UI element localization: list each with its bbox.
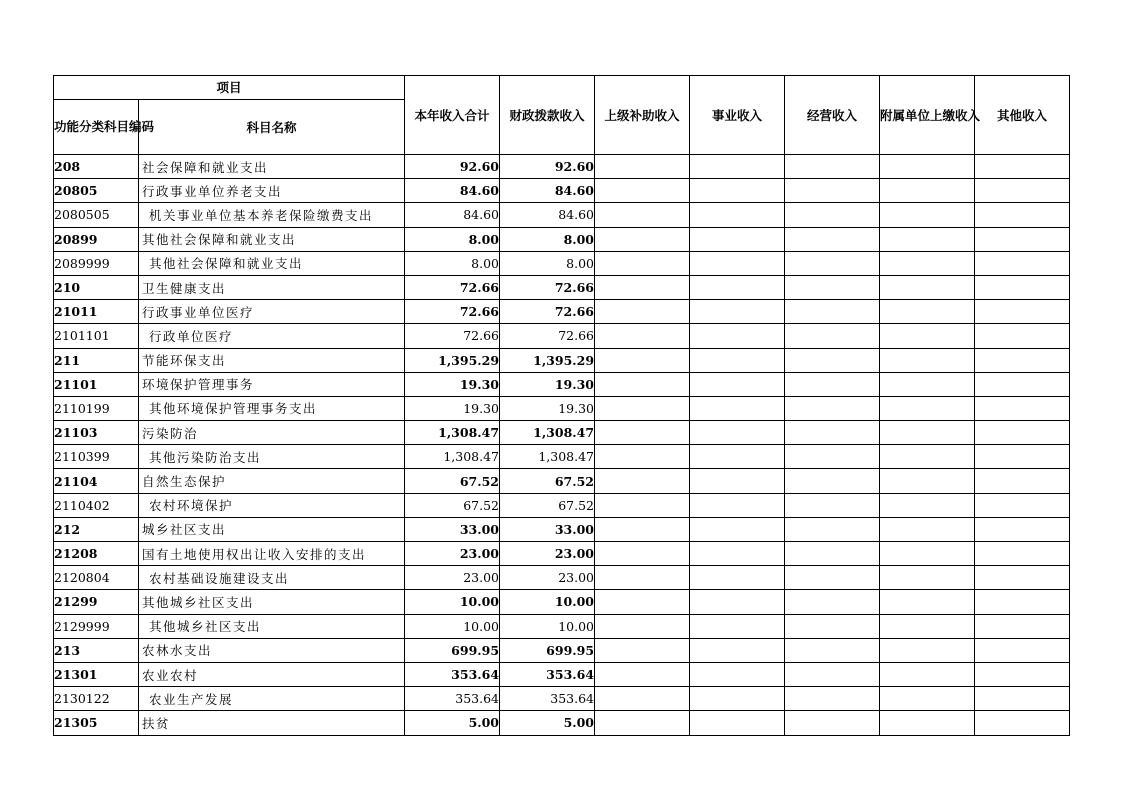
other-income-cell <box>975 300 1070 324</box>
code-cell: 2089999 <box>54 251 139 275</box>
table-row <box>54 348 1070 372</box>
function-code-header: 功能分类科目编码 <box>54 100 139 155</box>
other-income-cell <box>975 711 1070 735</box>
code-cell: 21301 <box>54 662 139 686</box>
business-income-cell <box>690 566 785 590</box>
operating-income-cell <box>785 155 880 179</box>
superior-subsidy-cell <box>595 614 690 638</box>
total-income-cell: 84.60 <box>405 203 500 227</box>
code-cell: 21299 <box>54 590 139 614</box>
affiliated-income-cell <box>880 493 975 517</box>
affiliated-income-header: 附属单位上缴收入 <box>880 76 975 155</box>
fiscal-income-cell: 353.64 <box>500 662 595 686</box>
code-cell: 21011 <box>54 300 139 324</box>
affiliated-income-cell <box>880 638 975 662</box>
code-cell: 20805 <box>54 179 139 203</box>
table-row <box>54 493 1070 517</box>
business-income-cell <box>690 155 785 179</box>
business-income-cell <box>690 517 785 541</box>
other-income-cell <box>975 275 1070 299</box>
operating-income-cell <box>785 251 880 275</box>
affiliated-income-cell <box>880 517 975 541</box>
table-row <box>54 227 1070 251</box>
other-income-cell <box>975 203 1070 227</box>
operating-income-cell <box>785 590 880 614</box>
table-row <box>54 687 1070 711</box>
total-income-cell: 19.30 <box>405 396 500 420</box>
table-row <box>54 445 1070 469</box>
business-income-cell <box>690 227 785 251</box>
code-cell: 2101101 <box>54 324 139 348</box>
operating-income-cell <box>785 179 880 203</box>
business-income-cell <box>690 542 785 566</box>
superior-subsidy-cell <box>595 179 690 203</box>
superior-subsidy-cell <box>595 517 690 541</box>
operating-income-cell <box>785 517 880 541</box>
superior-subsidy-cell <box>595 687 690 711</box>
fiscal-income-cell: 699.95 <box>500 638 595 662</box>
operating-income-cell <box>785 469 880 493</box>
fiscal-income-cell: 23.00 <box>500 566 595 590</box>
superior-subsidy-cell <box>595 251 690 275</box>
fiscal-income-cell: 72.66 <box>500 324 595 348</box>
superior-subsidy-cell <box>595 638 690 662</box>
fiscal-income-cell: 353.64 <box>500 687 595 711</box>
fiscal-income-cell: 33.00 <box>500 517 595 541</box>
fiscal-income-cell: 5.00 <box>500 711 595 735</box>
name-cell: 农村环境保护 <box>139 493 405 517</box>
total-income-cell: 1,308.47 <box>405 445 500 469</box>
business-income-cell <box>690 614 785 638</box>
fiscal-income-cell: 84.60 <box>500 179 595 203</box>
affiliated-income-cell <box>880 203 975 227</box>
fiscal-income-cell: 8.00 <box>500 251 595 275</box>
fiscal-income-cell: 1,395.29 <box>500 348 595 372</box>
affiliated-income-cell <box>880 421 975 445</box>
business-income-cell <box>690 638 785 662</box>
business-income-cell <box>690 445 785 469</box>
business-income-cell <box>690 203 785 227</box>
other-income-cell <box>975 227 1070 251</box>
code-cell: 2110399 <box>54 445 139 469</box>
total-income-cell: 23.00 <box>405 542 500 566</box>
business-income-cell <box>690 179 785 203</box>
total-income-cell: 10.00 <box>405 614 500 638</box>
name-cell: 农业生产发展 <box>139 687 405 711</box>
table-row <box>54 300 1070 324</box>
operating-income-cell <box>785 662 880 686</box>
name-cell: 节能环保支出 <box>139 348 405 372</box>
name-cell: 农林水支出 <box>139 638 405 662</box>
business-income-cell <box>690 590 785 614</box>
table-row <box>54 203 1070 227</box>
code-cell: 21101 <box>54 372 139 396</box>
name-cell: 其他社会保障和就业支出 <box>139 227 405 251</box>
table-row <box>54 517 1070 541</box>
name-cell: 其他污染防治支出 <box>139 445 405 469</box>
code-cell: 2080505 <box>54 203 139 227</box>
name-cell: 扶贫 <box>139 711 405 735</box>
table-row <box>54 614 1070 638</box>
code-cell: 2110402 <box>54 493 139 517</box>
business-income-cell <box>690 275 785 299</box>
other-income-cell <box>975 590 1070 614</box>
fiscal-income-cell: 23.00 <box>500 542 595 566</box>
total-income-cell: 23.00 <box>405 566 500 590</box>
affiliated-income-cell <box>880 445 975 469</box>
affiliated-income-cell <box>880 251 975 275</box>
operating-income-cell <box>785 421 880 445</box>
superior-subsidy-cell <box>595 542 690 566</box>
superior-subsidy-cell <box>595 300 690 324</box>
table-row <box>54 542 1070 566</box>
fiscal-income-cell: 8.00 <box>500 227 595 251</box>
operating-income-cell <box>785 372 880 396</box>
superior-subsidy-cell <box>595 421 690 445</box>
superior-subsidy-cell <box>595 348 690 372</box>
affiliated-income-cell <box>880 614 975 638</box>
other-income-cell <box>975 469 1070 493</box>
fiscal-income-cell: 19.30 <box>500 372 595 396</box>
business-income-cell <box>690 421 785 445</box>
total-income-cell: 72.66 <box>405 300 500 324</box>
operating-income-cell <box>785 566 880 590</box>
code-cell: 212 <box>54 517 139 541</box>
total-income-cell: 67.52 <box>405 493 500 517</box>
table-row <box>54 155 1070 179</box>
project-header: 项目 <box>54 76 405 100</box>
other-income-cell <box>975 517 1070 541</box>
code-cell: 213 <box>54 638 139 662</box>
affiliated-income-cell <box>880 179 975 203</box>
operating-income-cell <box>785 687 880 711</box>
operating-income-cell <box>785 275 880 299</box>
name-cell: 社会保障和就业支出 <box>139 155 405 179</box>
superior-subsidy-cell <box>595 469 690 493</box>
operating-income-cell <box>785 324 880 348</box>
superior-subsidy-cell <box>595 445 690 469</box>
total-income-cell: 353.64 <box>405 662 500 686</box>
name-cell: 其他城乡社区支出 <box>139 590 405 614</box>
affiliated-income-cell <box>880 155 975 179</box>
other-income-cell <box>975 348 1070 372</box>
name-cell: 其他社会保障和就业支出 <box>139 251 405 275</box>
other-income-header: 其他收入 <box>975 76 1070 155</box>
fiscal-income-cell: 72.66 <box>500 275 595 299</box>
superior-subsidy-cell <box>595 227 690 251</box>
superior-subsidy-cell <box>595 711 690 735</box>
fiscal-income-cell: 10.00 <box>500 590 595 614</box>
affiliated-income-cell <box>880 227 975 251</box>
business-income-cell <box>690 396 785 420</box>
affiliated-income-cell <box>880 275 975 299</box>
code-cell: 20899 <box>54 227 139 251</box>
operating-income-cell <box>785 542 880 566</box>
business-income-cell <box>690 372 785 396</box>
table-row <box>54 638 1070 662</box>
total-income-cell: 19.30 <box>405 372 500 396</box>
fiscal-income-cell: 10.00 <box>500 614 595 638</box>
table-row <box>54 662 1070 686</box>
business-income-cell <box>690 493 785 517</box>
operating-income-cell <box>785 203 880 227</box>
other-income-cell <box>975 687 1070 711</box>
code-cell: 2120804 <box>54 566 139 590</box>
table-row <box>54 275 1070 299</box>
code-cell: 2129999 <box>54 614 139 638</box>
table-body <box>54 155 1070 736</box>
affiliated-income-cell <box>880 469 975 493</box>
name-cell: 城乡社区支出 <box>139 517 405 541</box>
operating-income-cell <box>785 300 880 324</box>
name-cell: 行政事业单位医疗 <box>139 300 405 324</box>
operating-income-cell <box>785 493 880 517</box>
total-income-cell: 353.64 <box>405 687 500 711</box>
affiliated-income-cell <box>880 324 975 348</box>
table-row <box>54 179 1070 203</box>
superior-subsidy-cell <box>595 275 690 299</box>
table-row <box>54 590 1070 614</box>
fiscal-income-cell: 1,308.47 <box>500 421 595 445</box>
fiscal-income-cell: 67.52 <box>500 469 595 493</box>
affiliated-income-cell <box>880 300 975 324</box>
affiliated-income-cell <box>880 372 975 396</box>
fiscal-income-cell: 84.60 <box>500 203 595 227</box>
total-income-cell: 72.66 <box>405 324 500 348</box>
name-cell: 环境保护管理事务 <box>139 372 405 396</box>
other-income-cell <box>975 542 1070 566</box>
superior-subsidy-cell <box>595 590 690 614</box>
name-cell: 行政事业单位养老支出 <box>139 179 405 203</box>
name-cell: 自然生态保护 <box>139 469 405 493</box>
table-row <box>54 324 1070 348</box>
business-income-cell <box>690 662 785 686</box>
superior-subsidy-cell <box>595 396 690 420</box>
superior-subsidy-cell <box>595 372 690 396</box>
total-income-cell: 8.00 <box>405 251 500 275</box>
total-income-cell: 72.66 <box>405 275 500 299</box>
business-income-cell <box>690 324 785 348</box>
operating-income-cell <box>785 638 880 662</box>
superior-subsidy-cell <box>595 493 690 517</box>
name-cell: 国有土地使用权出让收入安排的支出 <box>139 542 405 566</box>
business-income-cell <box>690 469 785 493</box>
name-cell: 污染防治 <box>139 421 405 445</box>
fiscal-income-cell: 92.60 <box>500 155 595 179</box>
other-income-cell <box>975 179 1070 203</box>
total-income-cell: 1,395.29 <box>405 348 500 372</box>
table-row <box>54 251 1070 275</box>
superior-subsidy-cell <box>595 203 690 227</box>
superior-subsidy-cell <box>595 324 690 348</box>
other-income-cell <box>975 421 1070 445</box>
budget-table <box>53 75 1070 736</box>
business-income-cell <box>690 300 785 324</box>
other-income-cell <box>975 251 1070 275</box>
affiliated-income-cell <box>880 396 975 420</box>
affiliated-income-cell <box>880 348 975 372</box>
other-income-cell <box>975 396 1070 420</box>
table-row <box>54 469 1070 493</box>
name-cell: 机关事业单位基本养老保险缴费支出 <box>139 203 405 227</box>
name-cell: 卫生健康支出 <box>139 275 405 299</box>
operating-income-header: 经营收入 <box>785 76 880 155</box>
code-cell: 21103 <box>54 421 139 445</box>
fiscal-income-cell: 1,308.47 <box>500 445 595 469</box>
table-row <box>54 372 1070 396</box>
code-cell: 21208 <box>54 542 139 566</box>
table-row <box>54 711 1070 735</box>
affiliated-income-cell <box>880 566 975 590</box>
code-cell: 2130122 <box>54 687 139 711</box>
code-cell: 2110199 <box>54 396 139 420</box>
name-cell: 其他环境保护管理事务支出 <box>139 396 405 420</box>
total-income-cell: 33.00 <box>405 517 500 541</box>
table-row <box>54 421 1070 445</box>
operating-income-cell <box>785 614 880 638</box>
other-income-cell <box>975 638 1070 662</box>
affiliated-income-cell <box>880 590 975 614</box>
total-income-cell: 67.52 <box>405 469 500 493</box>
other-income-cell <box>975 155 1070 179</box>
affiliated-income-cell <box>880 687 975 711</box>
name-cell: 其他城乡社区支出 <box>139 614 405 638</box>
code-cell: 208 <box>54 155 139 179</box>
code-cell: 21104 <box>54 469 139 493</box>
table-row <box>54 396 1070 420</box>
operating-income-cell <box>785 348 880 372</box>
superior-subsidy-cell <box>595 155 690 179</box>
superior-subsidy-header: 上级补助收入 <box>595 76 690 155</box>
total-income-cell: 10.00 <box>405 590 500 614</box>
total-income-cell: 8.00 <box>405 227 500 251</box>
total-income-cell: 92.60 <box>405 155 500 179</box>
other-income-cell <box>975 445 1070 469</box>
business-income-cell <box>690 711 785 735</box>
fiscal-income-cell: 67.52 <box>500 493 595 517</box>
code-cell: 211 <box>54 348 139 372</box>
affiliated-income-cell <box>880 662 975 686</box>
affiliated-income-cell <box>880 711 975 735</box>
superior-subsidy-cell <box>595 662 690 686</box>
superior-subsidy-cell <box>595 566 690 590</box>
total-income-cell: 84.60 <box>405 179 500 203</box>
affiliated-income-cell <box>880 542 975 566</box>
total-income-header: 本年收入合计 <box>405 76 500 155</box>
operating-income-cell <box>785 227 880 251</box>
other-income-cell <box>975 662 1070 686</box>
name-cell: 行政单位医疗 <box>139 324 405 348</box>
business-income-header: 事业收入 <box>690 76 785 155</box>
code-cell: 21305 <box>54 711 139 735</box>
name-cell: 农业农村 <box>139 662 405 686</box>
table-row <box>54 566 1070 590</box>
fiscal-income-cell: 19.30 <box>500 396 595 420</box>
business-income-cell <box>690 687 785 711</box>
fiscal-income-cell: 72.66 <box>500 300 595 324</box>
operating-income-cell <box>785 396 880 420</box>
fiscal-income-header: 财政拨款收入 <box>500 76 595 155</box>
other-income-cell <box>975 324 1070 348</box>
name-cell: 农村基础设施建设支出 <box>139 566 405 590</box>
business-income-cell <box>690 348 785 372</box>
total-income-cell: 1,308.47 <box>405 421 500 445</box>
code-cell: 210 <box>54 275 139 299</box>
operating-income-cell <box>785 711 880 735</box>
subject-name-header: 科目名称 <box>139 100 405 155</box>
total-income-cell: 5.00 <box>405 711 500 735</box>
other-income-cell <box>975 566 1070 590</box>
total-income-cell: 699.95 <box>405 638 500 662</box>
other-income-cell <box>975 493 1070 517</box>
other-income-cell <box>975 614 1070 638</box>
other-income-cell <box>975 372 1070 396</box>
operating-income-cell <box>785 445 880 469</box>
business-income-cell <box>690 251 785 275</box>
